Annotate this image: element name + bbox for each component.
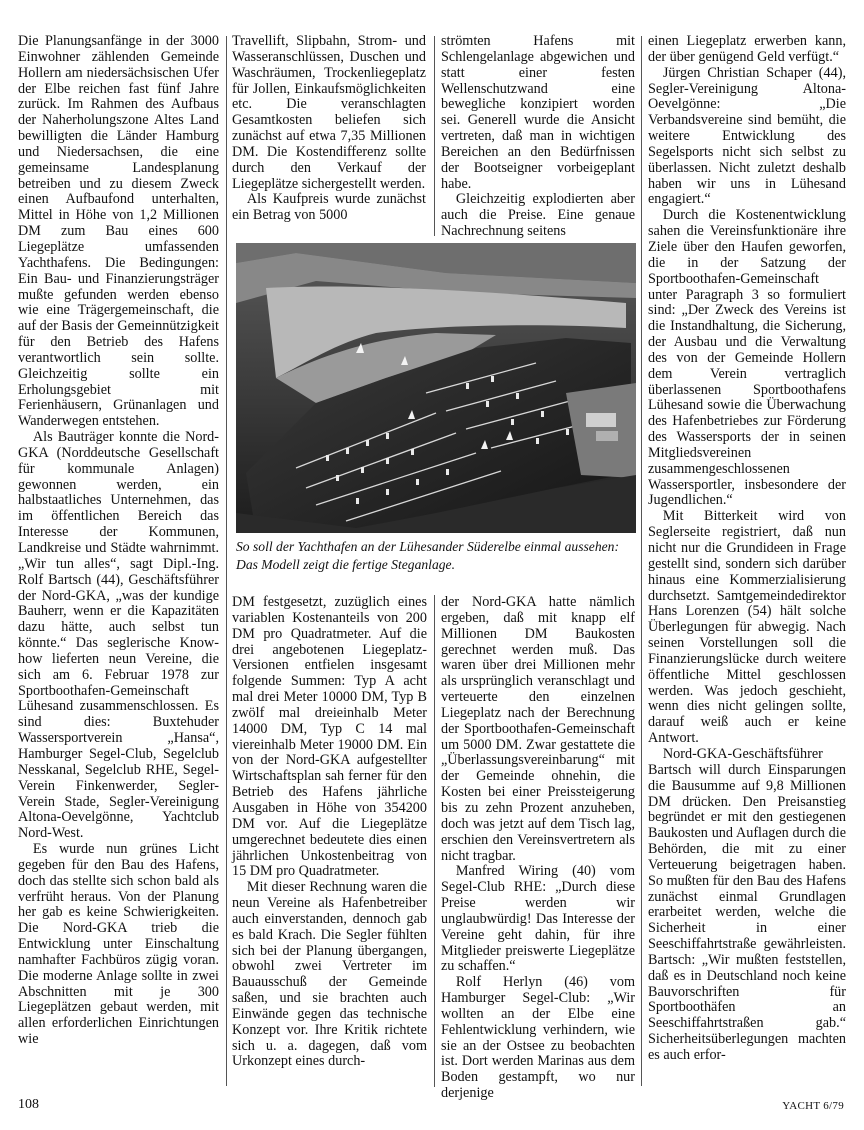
paragraph: Jürgen Christian Schaper (44), Segler-Vereinigung Altona-Oevelgönne: „Die Verbandsvereine sind bemüht, die weitere Entwicklung des Segelsports nicht sich selbst zu überlassen. Nicht zuletzt deshalb haben wir uns in Lühesand engagiert.“	[648, 64, 846, 208]
article-column-4	[648, 34, 846, 1092]
column-divider	[226, 36, 227, 1086]
article-column-2-bottom	[232, 595, 427, 1092]
article-column-3-bottom	[441, 594, 635, 1102]
article-column-2-top	[232, 34, 426, 234]
paragraph: Travellift, Slipbahn, Strom- und Wasseranschlüssen, Duschen und Waschräumen, Trockenliegeplatz für Jollen, Einkaufsmöglichkeiten etc. Die veranschlagten Gesamtkosten beliefen sich zunächst auf etwa 7,35 Millionen DM. Die Kostendifferenz sollte durch den Verkauf der Liegeplätze sichergestellt werden.	[232, 33, 426, 192]
paragraph: Manfred Wiring (40) vom Segel-Club RHE: „Durch diese Preise werden wir unglaubwürdig! Das Interesse der Vereine geht dahin, für ihre Mitglieder preiswerte Liegeplätze zu schaffen.“	[441, 863, 635, 975]
paragraph: Durch die Kostenentwicklung sahen die Vereinsfunktionäre ihre Ziele über den Haufen geworfen, die in der Satzung der Sportboothafen-Gemeinschaft unter Paragraph 3 so formuliert sind: „Der Zweck des Vereins ist die Instandhaltung, die Sicherung, der Ausbau und die Verwaltung des von der Gemeinde Hollern dem Verein vertraglich überlassenen Sportboothafens Lühesand sowie die Überwachung des Hafenbetriebes zur Förderung des Wassersports der in seinen Mitgliedsvereinen zusammengeschlossenen Wassersportler, insbesondere der Jugendlichen.“	[648, 207, 846, 509]
paragraph: einen Liegeplatz erwerben kann, der über genügend Geld verfügt.“	[648, 33, 846, 65]
column-divider	[434, 36, 435, 236]
paragraph: Als Bauträger konnte die Nord-GKA (Norddeutsche Gesellschaft für kommunale Anlagen) gewonnen werden, ein halbstaatliches Unternehmen, das im öffentlichen Bereich das Interesse der Kommunen, Landkreise und Städte wahrnimmt. „Wir tun alles“, sagt Dipl.-Ing. Rolf Bartsch (44), Geschäftsführer der Nord-GKA, „was der kundige Bauherr, wenn er die Kapazitäten dazu hätte, auch selbst tun könnte.“ Das seglerische Know-how lieferten neun Vereine, die sich am 6. Februar 1978 zur Sportboothafen-Gemeinschaft Lühesand zusammenschlossen. Es sind dies: Buxtehuder Wassersportverein „Hansa“, Hamburger Segel-Club, Segelclub Nesskanal, Segelclub RHE, Segel-Verein Finkenwerder, Segler-Verein Stade, Segler-Vereinigung Altona-Oevelgönne, Yachtclub Nord-West.	[18, 429, 219, 842]
article-column-1	[18, 34, 219, 1092]
paragraph: Mit dieser Rechnung waren die neun Vereine als Hafenbetreiber auch einverstanden, dennoch gab es bald Krach. Die Segler fühlten sich bei der Planung übergangen, obwohl zwei Vertreter im Bauausschuß der Gemeinde saßen, und sie brachten auch Einwände gegen das technische Konzept vor. Ihre Kritik richtete sich u. a. dagegen, daß vom Urkonzept eines durch-	[232, 879, 427, 1070]
paragraph: Gleichzeitig explodierten aber auch die Preise. Eine genaue Nachrechnung seitens	[441, 191, 635, 240]
harbour-model-photo	[236, 243, 636, 533]
paragraph: DM festgesetzt, zuzüglich eines variablen Kostenanteils von 200 DM pro Quadratmeter. Auf die drei angebotenen Liegeplatz-Versionen entfielen insgesamt folgende Summen: Typ A acht mal drei Meter 10000 DM, Typ B zwölf mal dreieinhalb Meter 14000 DM, Typ C 14 mal viereinhalb Meter 19000 DM. Ein von der Nord-GKA aufgestellter Wirtschaftsplan sah ferner für den Betrieb des Hafens jährliche Ausgaben in Höhe von 354200 DM vor. Auf die Liegeplätze umgerechnet bedeutete dies einen jährlichen Unkostenbeitrag von 15 DM pro Quadratmeter.	[232, 594, 427, 880]
paragraph: Mit Bitterkeit wird von Seglerseite registriert, daß nun nicht nur die Grundideen in Frage gestellt sind, sondern sich darüber hinaus eine Kommerzialisierung durchsetzt. Samtgemeindedirektor Hans Lorenzen (54) hält solche Überlegungen für abwegig. Nach seinen Vorstellungen soll die Finanzierungslücke durch weitere öffentliche Mittel geschlossen werden. Was jedoch geschieht, wenn dies nicht gelingen sollte, darauf weiß auch er keine Antwort.	[648, 508, 846, 747]
column-divider	[641, 36, 642, 1086]
column-divider	[434, 595, 435, 1087]
paragraph: der Nord-GKA hatte nämlich ergeben, daß mit knapp elf Millionen DM Baukosten gerechnet werden muß. Das waren über drei Millionen mehr als ursprünglich veranschlagt und verteuerte den einzelnen Liegeplatz nach der Berechnung der Sportboothafen-Gemeinschaft um 5000 DM. Zwar gestattete die „Überlassungsvereinbarung“ mit der Gemeinde ohnehin, die Kosten bei einer Preissteigerung bis zu zehn Prozent anzuheben, doch was jetzt auf dem Tisch lag, erschien den Vereinsvertretern als nicht tragbar.	[441, 594, 635, 864]
paragraph: Rolf Herlyn (46) vom Hamburger Segel-Club: „Wir wollten an der Elbe eine Fehlentwicklung verhindern, wie sie an der Ostsee zu beobachten ist. Dort werden Marinas aus dem Boden gestampft, wo nur derjenige	[441, 974, 635, 1102]
photo-caption: So soll der Yachthafen an der Lühesander Süderelbe einmal aussehen: Das Modell zeigt die fertige Steganlage.	[236, 539, 619, 572]
paragraph: Die Planungsanfänge in der 3000 Einwohner zählenden Gemeinde Hollern am niedersächsischen Ufer der Elbe reichen fast fünf Jahre zurück. Im Rahmen des Aufbaus der Naherholungszone Altes Land bewilligten die Länder Hamburg und Niedersachsen, die eine gemeinsame Landesplanung betreiben und zu diesem Zweck einen Aufbaufond unterhalten, Mittel in Höhe von 1,2 Millionen DM zum Bau eines 600 Liegeplätze umfassenden Yachthafens. Die Bedingungen: Ein Bau- und Finanzierungsträger mußte gefunden werden ebenso wie eine Trägergemeinschaft, die auf der Basis der Gemeinnützigkeit für den Betrieb des Hafens verantwortlich sein sollte. Gleichzeitig sollte ein Erholungsgebiet mit Ferienhäusern, Grünanlagen und Wanderwegen entstehen.	[18, 33, 219, 430]
paragraph: strömten Hafens mit Schlengelanlage abgewichen und statt einer festen Wellenschutzwand eine bewegliche konzipiert worden sei. Generell wurde die Ansicht vertreten, daß man in wichtigen Bereichen an den Bedürfnissen der Bootseigner vorbeigeplant habe.	[441, 33, 635, 192]
article-column-3-top	[441, 33, 635, 240]
magazine-issue: YACHT 6/79	[782, 1100, 844, 1112]
paragraph: Nord-GKA-Geschäftsführer Bartsch will durch Einsparungen die Bausumme auf 9,8 Millionen DM drücken. Den Preisanstieg begründet er mit den gestiegenen Baukosten und Auflagen durch die Behörden, die mit zu einer Verteuerung beigetragen haben. So mußten für den Bau des Hafens zunächst einmal Grundlagen erarbeitet werden, welche die Sicherheit in einer Seeschiffahrtstraße gewährleisten. Bartsch: „Wir mußten feststellen, daß es in Deutschland noch keine Bauvorschriften für Sportboothäfen an Seeschiffahrtstraßen gab.“ Sicherheitsüberlegungen machten es auch erfor-	[648, 745, 846, 1063]
page-number: 108	[18, 1097, 39, 1112]
paragraph: Als Kaufpreis wurde zunächst ein Betrag von 5000	[232, 191, 426, 224]
paragraph: Es wurde nun grünes Licht gegeben für den Bau des Hafens, doch das stellte sich schon bald als verfrüht heraus. Von der Planung her gab es keine Schwierigkeiten. Die Nord-GKA trieb die Entwicklung unter Einschaltung namhafter Fachbüros zügig voran. Die moderne Anlage sollte in zwei Abschnitten mit je 300 Liegeplätzen gebaut werden, mit allen erforderlichen Einrichtungen wie	[18, 841, 219, 1048]
